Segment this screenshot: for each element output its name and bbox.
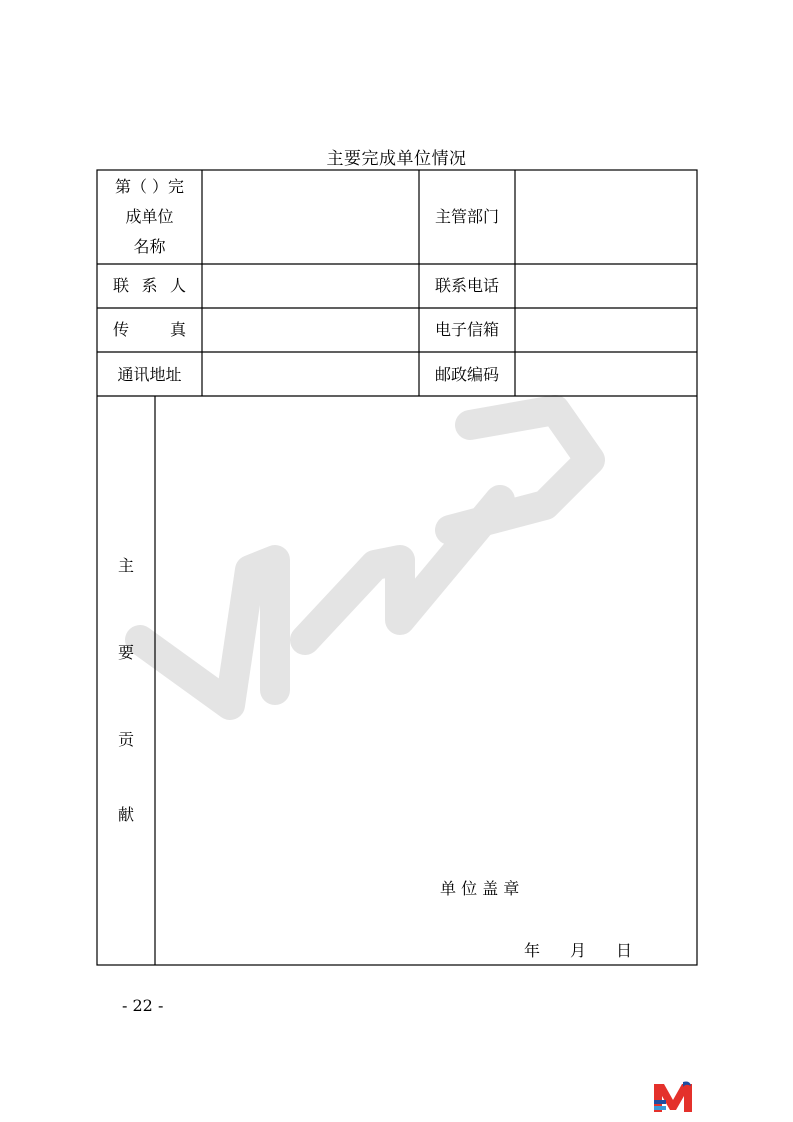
form-title: 主要完成单位情况	[326, 149, 467, 169]
contact-person-char-2: 系	[141, 276, 158, 295]
contact-person-label	[113, 275, 186, 297]
unit-name-label	[97, 176, 202, 258]
postcode-label: 邮政编码	[434, 365, 499, 384]
date-month: 月	[569, 941, 586, 960]
main-contribution-char-3: 贡	[117, 730, 134, 749]
unit-name-line-2: 成单位	[125, 207, 174, 226]
brand-logo-icon	[652, 1080, 694, 1114]
email-label: 电子信箱	[434, 320, 499, 339]
fax-char-2: 真	[169, 320, 186, 339]
contact-phone-label: 联系电话	[434, 276, 499, 295]
contact-person-char-1: 联	[113, 276, 130, 295]
fax-char-1: 传	[113, 320, 130, 339]
date-year: 年	[523, 941, 540, 960]
contact-person-char-3: 人	[169, 276, 186, 295]
date-day: 日	[615, 941, 632, 960]
supervisor-dept-label: 主管部门	[434, 207, 499, 226]
unit-name-line-3: 名称	[133, 237, 166, 256]
seal-label: 单 位 盖 章	[440, 879, 520, 898]
fax-label	[113, 319, 186, 341]
page-number: - 22 -	[122, 996, 164, 1015]
main-contribution-char-2: 要	[117, 643, 134, 662]
main-contribution-char-1: 主	[117, 556, 134, 575]
main-contribution-char-4: 献	[117, 805, 134, 824]
address-label: 通讯地址	[117, 365, 182, 384]
unit-name-line-1: 第（ ）完	[114, 177, 185, 196]
